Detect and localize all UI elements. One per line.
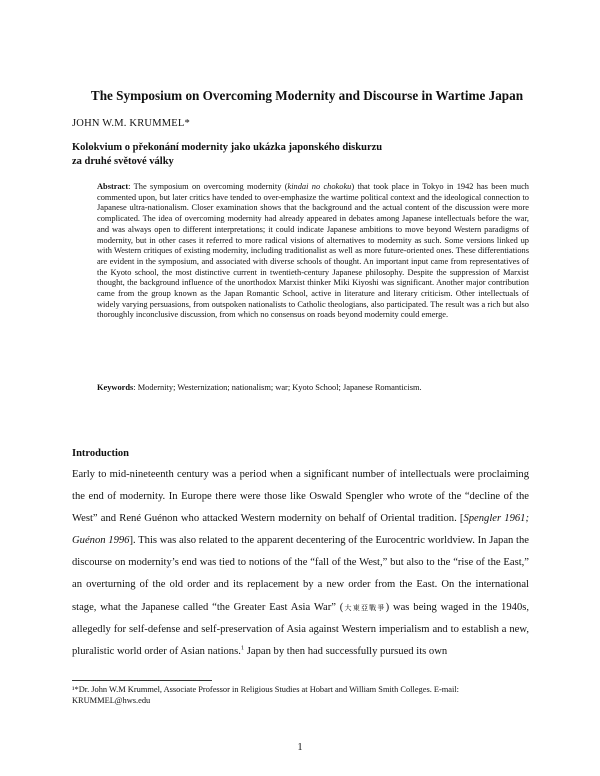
footnote-divider [72, 680, 212, 681]
page-number: 1 [297, 742, 303, 753]
keywords [97, 382, 529, 393]
intro-text-2: ]. This was also related to the apparent decentering of the Eurocentric worldview. In Japan the discourse on modernity’s end was tied to notions of the “fall of the West,” but also to the “rise of the East,” an overturning of the old order and its replacement by a new order from the East. On the international stage, what the Japanese called “the Greater East Asia War” ( [72, 535, 529, 613]
footnote: ¹*Dr. John W.M Krummel, Associate Professor in Religious Studies at Hobart and William Smith Colleges. E-mail: KRUMMEL@hws.edu [72, 685, 460, 706]
author-name: JOHN W.M. KRUMMEL* [72, 118, 190, 129]
footnote-ref[interactable]: 1 [240, 644, 245, 652]
introduction-paragraph [72, 464, 529, 663]
keywords-label: Keywords [97, 383, 134, 392]
keywords-text: : Modernity; Westernization; nationalism; war; Kyoto School; Japanese Romanticism. [133, 383, 422, 392]
intro-citation: Spengler 1961; Guénon 1996 [72, 513, 529, 547]
czech-title-line-1: Kolokvium o překonání modernity jako ukázka japonského diskurzu [72, 142, 383, 153]
intro-text-1: Early to mid-nineteenth century was a period when a significant number of intellectuals were proclaiming the end of modernity. In Europe there were those like Oswald Spengler who wrote of the “decline of the West” and René Guénon who attacked Western modernity on behalf of Oriental tradition. [ [72, 469, 529, 525]
intro-text-3: ) was being waged in the 1940s, allegedly for self-defense and self-preservation of Asia against Western imperialism and to establish a new, pluralistic world order of Asian nations. [72, 601, 530, 657]
intro-text-4: Japan by then had successfully pursued its own [244, 645, 448, 657]
abstract-text-rest: ) that took place in Tokyo in 1942 has been much commented upon, but later critics have tended to over-emphasize the wartime political context and the ideological connection to Japanese ultra-nationalism. Closer examination shows that the background and the actual content of the discussion were more complicated. The idea of overcoming modernity had already appeared in debates among Japanese intellectuals before the war, and was always open to different interpretations; it could indicate Japanese ambitions to move beyond Western paradigms of modernity, but in other cases it referred to more radical visions of alternatives to modernity as such. Some versions linked up with Western critiques of existing modernity, including traditionalist as well as more future-oriented ones. These differentiations are evident in the symposium, and associated with diverse schools of thought. An important input came from representatives of the Kyoto school, the most distinctive current in twentieth-century Japanese philosophy. Despite the suppression of Marxist thought, the background influence of the unorthodox Marxist thinker Miki Kiyoshi was significant. Another major contribution came from the group known as the Japan Romantic School, active in literature and literary criticism. Other intellectuals of widely varying persuasions, from outspoken nationalists to Catholic theologians, also participated. The result was a rich but also thoroughly inconclusive discussion, from which no consensus on roads beyond modernity could emerge. [97, 182, 529, 320]
czech-title [72, 141, 472, 169]
abstract-text-start: : The symposium on overcoming modernity ( [128, 182, 288, 191]
czech-title-line-2: za druhé světové války [72, 156, 174, 167]
abstract [97, 182, 529, 321]
intro-kanji: 大東亞戰爭 [343, 603, 386, 612]
abstract-label: Abstract [97, 182, 129, 191]
paper-title: The Symposium on Overcoming Modernity and Discourse in Wartime Japan [90, 88, 524, 103]
introduction-heading: Introduction [72, 448, 129, 459]
abstract-italic-term: kindai no chokoku [287, 182, 352, 191]
